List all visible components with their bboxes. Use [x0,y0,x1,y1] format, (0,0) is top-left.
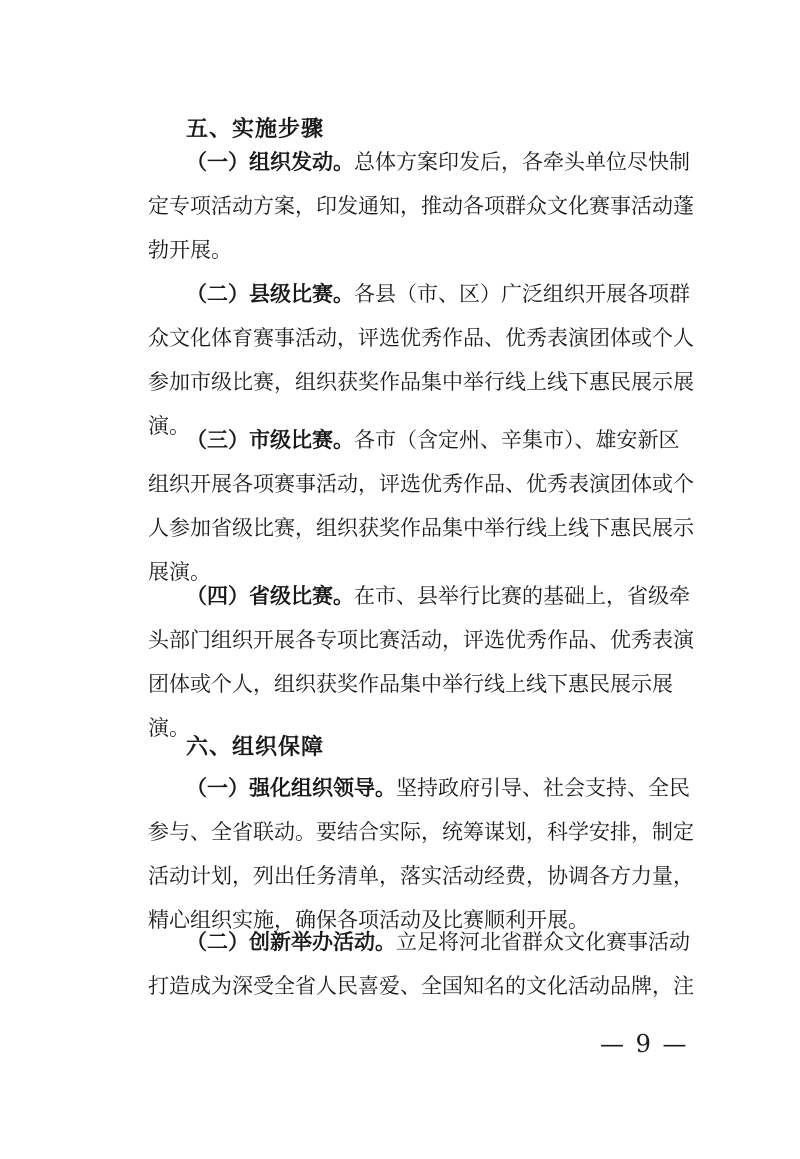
paragraph-lead: （一）组织发动。 [186,150,354,174]
paragraph-text: 演。 [148,716,190,740]
paragraph-text: 组织开展各项赛事活动，评选优秀作品、优秀表演团体或个 [148,472,694,496]
paragraph-text: 勃开展。 [148,238,232,262]
paragraph-text: 打造成为深受全省人民喜爱、全国知名的文化活动品牌，注 [148,974,694,998]
paragraph-text: 展演。 [148,560,211,584]
paragraph-text: 众文化体育赛事活动，评选优秀作品、优秀表演团体或个人 [148,326,694,350]
paragraph-text: 参加市级比赛，组织获奖作品集中举行线上线下惠民展示展 [148,370,694,394]
paragraph-text: 演。 [148,414,190,438]
paragraph-text: 活动计划，列出任务清单，落实活动经费，协调各方力量， [148,864,694,888]
paragraph-text: 总体方案印发后，各牵头单位尽快制 [354,150,690,174]
paragraph-text: 参与、全省联动。要结合实际，统筹谋划，科学安排，制定 [148,820,694,844]
paragraph-text: 头部门组织开展各专项比赛活动，评选优秀作品、优秀表演 [148,628,694,652]
paragraph-text: 精心组织实施，确保各项活动及比赛顺利开展。 [148,908,589,932]
paragraph-text: 定专项活动方案，印发通知，推动各项群众文化赛事活动蓬 [148,194,694,218]
paragraph-text: 坚持政府引导、社会支持、全民 [396,776,690,800]
paragraph-lead: （二）县级比赛。 [186,282,354,306]
paragraph-lead: （一）强化组织领导。 [186,776,396,800]
page-number: — 9 — [600,1030,689,1058]
paragraph-text: 团体或个人，组织获奖作品集中举行线上线下惠民展示展 [148,672,673,696]
paragraph-lead: （二）创新举办活动。 [186,930,396,954]
section-heading-5: 五、实施步骤 [186,117,325,142]
paragraph-text: 立足将河北省群众文化赛事活动 [396,930,690,954]
paragraph-lead: （四）省级比赛。 [186,584,354,608]
paragraph-text: 人参加省级比赛，组织获奖作品集中举行线上线下惠民展示 [148,516,694,540]
section-heading-6: 六、组织保障 [186,735,325,760]
paragraph-lead: （三）市级比赛。 [186,428,354,452]
paragraph-text: 在市、县举行比赛的基础上，省级牵 [354,584,690,608]
paragraph-text: 各市（含定州、辛集市）、雄安新区 [354,428,680,452]
paragraph-text: 各县（市、区）广泛组织开展各项群 [354,282,690,306]
